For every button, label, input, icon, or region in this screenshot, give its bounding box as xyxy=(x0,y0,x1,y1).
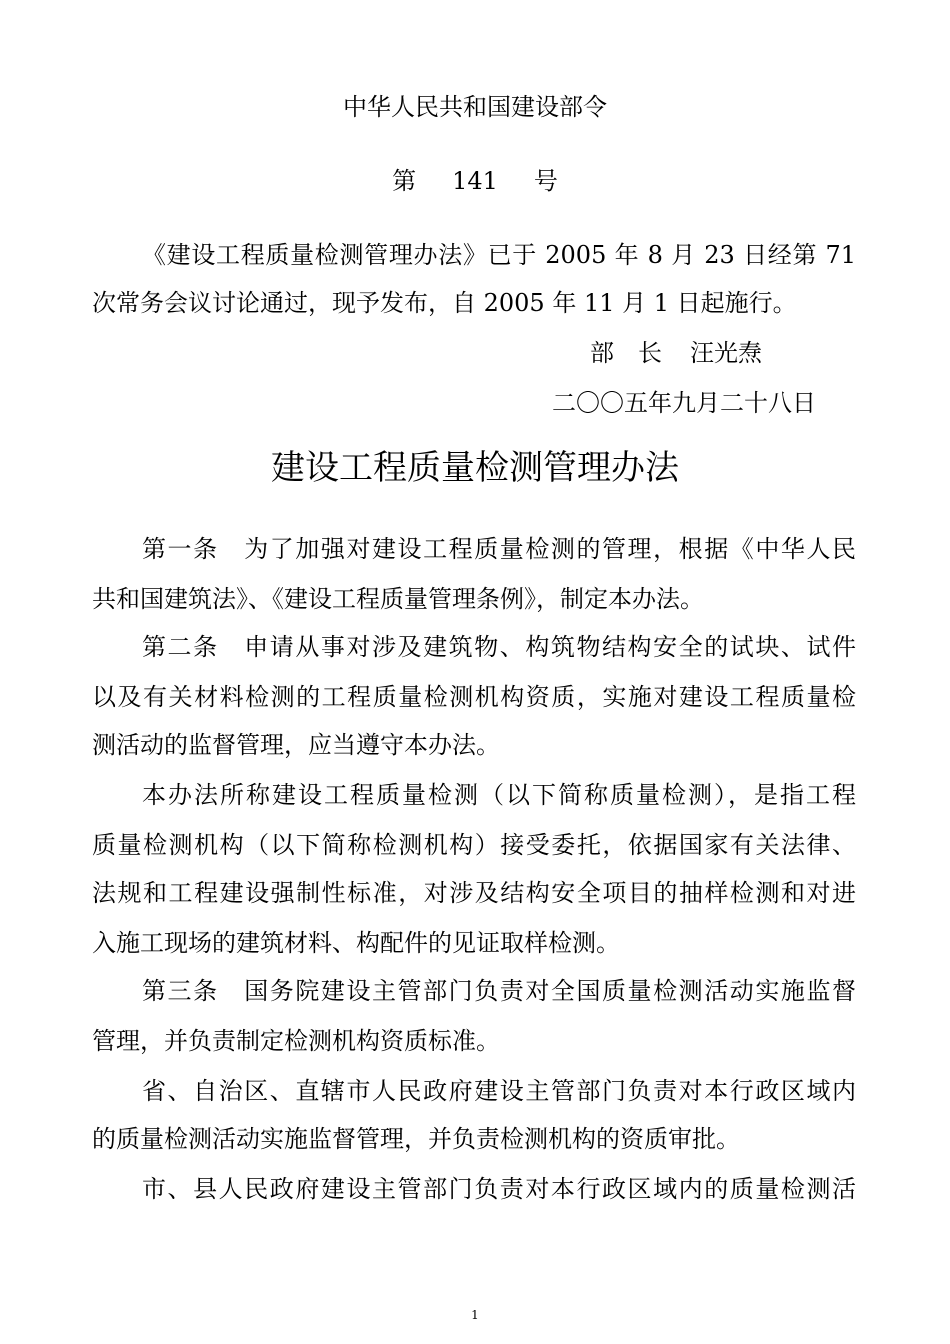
decree-number xyxy=(0,166,950,196)
document-title: 建设工程质量检测管理办法 xyxy=(271,448,679,488)
body-line: 管理，并负责制定检测机构资质标准。 xyxy=(92,1027,500,1055)
body-line: 测活动的监督管理，应当遵守本办法。 xyxy=(92,731,500,759)
signer-name: 汪光焘 xyxy=(690,339,762,367)
preamble-line: 《建设工程质量检测管理办法》已于 2005 年 8 月 23 日经第 71 xyxy=(142,241,856,269)
decree-date: 二〇〇五年九月二十八日 xyxy=(552,389,816,417)
body-line: 第三条 国务院建设主管部门负责对全国质量检测活动实施监督 xyxy=(142,977,856,1005)
body-line: 第一条 为了加强对建设工程质量检测的管理，根据《中华人民 xyxy=(142,535,856,563)
body-line: 第二条 申请从事对涉及建筑物、构筑物结构安全的试块、试件 xyxy=(142,633,856,661)
preamble-line: 次常务会议讨论通过，现予发布，自 2005 年 11 月 1 日起施行。 xyxy=(92,289,797,317)
body-line: 市、县人民政府建设主管部门负责对本行政区域内的质量检测活 xyxy=(142,1175,856,1203)
body-line: 的质量检测活动实施监督管理，并负责检测机构的资质审批。 xyxy=(92,1125,740,1153)
signer-role: 部 长 xyxy=(590,339,662,367)
decree-number-prefix: 第 xyxy=(392,167,417,195)
body-line: 法规和工程建设强制性标准，对涉及结构安全项目的抽样检测和对进 xyxy=(92,879,856,907)
decree-issuer: 中华人民共和国建设部令 xyxy=(343,93,607,121)
signature-block xyxy=(590,338,762,368)
body-line: 入施工现场的建筑材料、构配件的见证取样检测。 xyxy=(92,929,620,957)
body-line: 共和国建筑法》、《建设工程质量管理条例》，制定本办法。 xyxy=(92,585,704,613)
decree-number-suffix: 号 xyxy=(533,167,558,195)
body-line: 质量检测机构（以下简称检测机构）接受委托，依据国家有关法律、 xyxy=(92,831,856,859)
page-number: 1 xyxy=(471,1308,479,1322)
body-line: 省、自治区、直辖市人民政府建设主管部门负责对本行政区域内 xyxy=(142,1077,856,1105)
body-line: 本办法所称建设工程质量检测（以下简称质量检测），是指工程 xyxy=(142,781,856,809)
body-line: 以及有关材料检测的工程质量检测机构资质，实施对建设工程质量检 xyxy=(92,683,856,711)
decree-number-value: 141 xyxy=(452,167,498,195)
